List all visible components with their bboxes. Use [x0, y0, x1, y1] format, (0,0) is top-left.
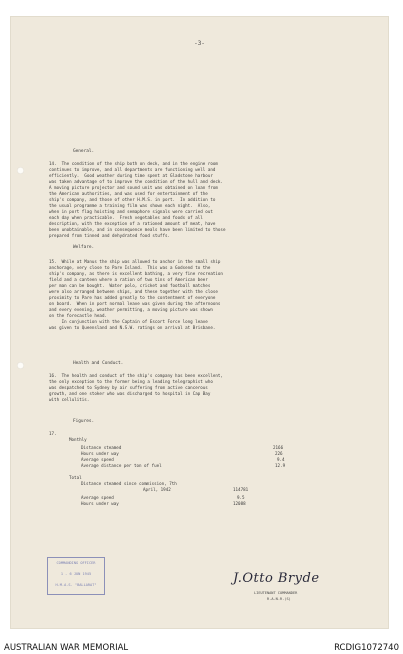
- archive-credit: AUSTRALIAN WAR MEMORIAL: [4, 643, 129, 653]
- monthly-speed-label: Average speed: [81, 457, 114, 462]
- total-speed-label: Average speed: [81, 495, 114, 500]
- signatory-service: R.A.N.R.(S): [267, 597, 291, 601]
- heading-welfare: Welfare.: [73, 245, 95, 250]
- monthly-fuel-value: 12.9: [275, 463, 286, 468]
- total-distance-line1: Distance steamed since commission, 7th: [81, 481, 177, 486]
- heading-figures: Figures.: [73, 419, 95, 424]
- handwritten-signature: J.Otto Bryde: [233, 571, 320, 586]
- monthly-distance-value: 2166: [273, 445, 284, 450]
- total-distance-value: 114781: [233, 487, 249, 492]
- heading-general: General.: [73, 149, 95, 154]
- monthly-hours-value: 226: [275, 451, 283, 456]
- stamp-line-1: COMMANDING OFFICER: [56, 561, 96, 565]
- heading-health: Health and Conduct.: [73, 361, 124, 366]
- monthly-fuel-label: Average distance per ton of fuel: [81, 463, 162, 468]
- monthly-distance-label: Distance steamed: [81, 445, 122, 450]
- total-distance-line2: April, 1942: [143, 487, 171, 492]
- paragraph-15: 15. While at Manus the ship was allowed to anchor in the small ship anchorage, very close to Pare Island. This was a Godsend to the ship's company, as there is excellent bathing, a very fine recreation field and a canteen where a ration of two tins of American beer per man can be bought. Water polo, cricket and football matches were also arranged between ships, and these together with the close proximity to Pare has added greatly to the contentment of everyone on board. When in port normal leave was given during the afternoons and every evening, weather permitting, a moving picture was shown on the forecastle head. In conjunction with the Captain of Escort Force long leave was given to Queensland and N.S.W. ratings on arrival at Brisbane.: [49, 259, 223, 330]
- monthly-hours-label: Hours under way: [81, 451, 119, 456]
- paragraph-14: 14. The condition of the ship both on deck, and in the engine room continues to improve, and all departments are functioning well and efficiently. Good weather during time spent at Gladstone harbour was taken advantage of to improve the condition of the hull and deck. A moving picture projector and sound unit was obtained on loan from the American authorities, and was used for entertainment of the ship's company, and those of other H.M.S. in port. In addition to the usual programme a training film was shown each night. Also, when in port flag hoisting and semaphore signals were carried out each day when practicable. Fresh vegetables and foods of all description, with the exception of a rationed amount of meat, have been unobtainable, and in consequence meals have been limited to those prepared from tinned and dehydrated food stuffs.: [49, 161, 226, 238]
- archive-id: RCDIG1072740: [334, 643, 399, 653]
- stamp-line-3: H.M.A.S. "BALLARAT": [55, 583, 97, 587]
- commanding-officer-stamp: [47, 557, 105, 595]
- monthly-speed-value: 9.4: [277, 457, 285, 462]
- punch-hole: [17, 362, 24, 369]
- document-page: [11, 17, 388, 628]
- total-hours-label: Hours under way: [81, 501, 119, 506]
- paragraph-17-number: 17.: [49, 431, 57, 436]
- total-speed-value: 9.5: [237, 495, 245, 500]
- total-hours-value: 12088: [233, 501, 246, 506]
- punch-hole: [17, 167, 24, 174]
- stamp-line-2: 1 - 6 JUN 1945: [60, 572, 92, 576]
- monthly-label: Monthly: [69, 437, 87, 442]
- signatory-rank: LIEUTENANT COMMANDER: [254, 591, 298, 595]
- total-label: Total: [69, 475, 82, 480]
- page-number: -3-: [194, 40, 205, 47]
- paragraph-16: 16. The health and conduct of the ship's company has been excellent, the only exception to the former being a leading telegraphist who was despatched to Sydney by air suffering from active cancerous growth, and one stoker who was discharged to hospital in Cap Bay with cellulitis.: [49, 373, 223, 402]
